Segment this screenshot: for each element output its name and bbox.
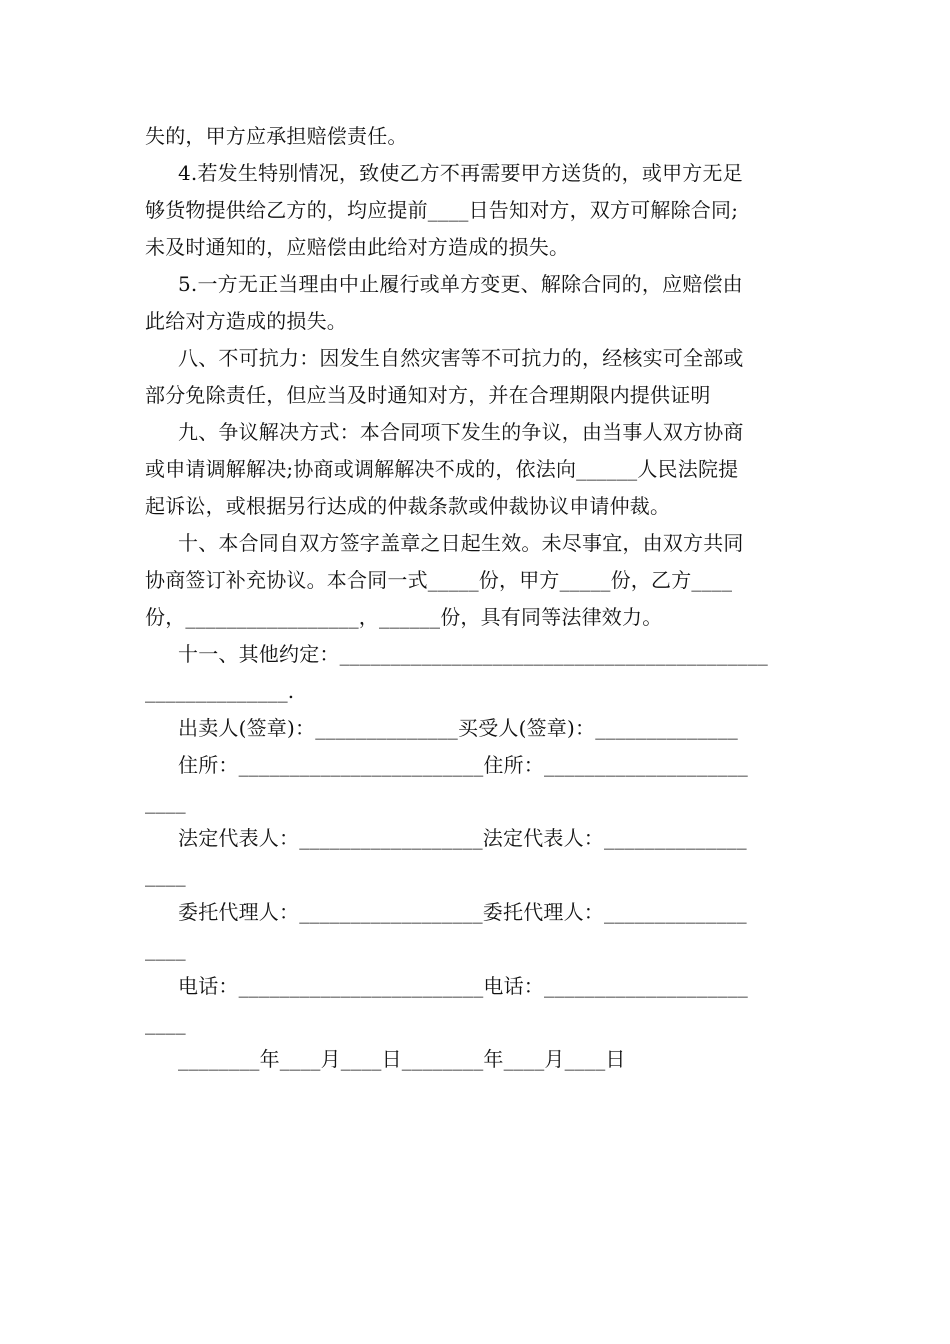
signature-row: 法定代表人：__________________法定代表人：______________ <box>178 826 747 850</box>
text-line: 此给对方造成的损失。 <box>145 309 347 333</box>
text-line: ____ <box>145 790 186 814</box>
signature-row: 出卖人(签章)：______________买受人(签章)：______________ <box>178 716 739 740</box>
date-row: ________年____月____日________年____月____日 <box>178 1047 626 1071</box>
signature-row: 电话：________________________电话：____________________ <box>178 974 748 998</box>
signature-row: 委托代理人：__________________委托代理人：______________ <box>178 900 747 924</box>
text-line: ____ <box>145 863 186 887</box>
text-line: 八、不可抗力：因发生自然灾害等不可抗力的，经核实可全部或 <box>178 346 744 370</box>
text-line: 十、本合同自双方签字盖章之日起生效。未尽事宜，由双方共同 <box>178 531 744 555</box>
text-line: 够货物提供给乙方的，均应提前____日告知对方，双方可解除合同; <box>145 198 739 222</box>
text-line: 协商签订补充协议。本合同一式_____份，甲方_____份，乙方____ <box>145 568 733 592</box>
text-line: 5.一方无正当理由中止履行或单方变更、解除合同的，应赔偿由 <box>178 272 743 296</box>
text-line: ______________. <box>145 679 295 703</box>
text-line: ____ <box>145 1011 186 1035</box>
text-line: ____ <box>145 937 186 961</box>
signature-row: 住所：________________________住所：____________________ <box>178 753 748 777</box>
text-line: 起诉讼，或根据另行达成的仲裁条款或仲裁协议申请仲裁。 <box>145 494 671 518</box>
text-line: 九、争议解决方式：本合同项下发生的争议，由当事人双方协商 <box>178 420 744 444</box>
text-line: 失的，甲方应承担赔偿责任。 <box>145 124 408 148</box>
text-line: 十一、其他约定：__________________________________________ <box>178 642 768 666</box>
text-line: 4.若发生特别情况，致使乙方不再需要甲方送货的，或甲方无足 <box>178 161 743 185</box>
text-line: 或申请调解解决;协商或调解解决不成的，依法向______人民法院提 <box>145 457 739 481</box>
text-line: 份，_________________，______份，具有同等法律效力。 <box>145 605 663 629</box>
text-line: 未及时通知的，应赔偿由此给对方造成的损失。 <box>145 235 570 259</box>
text-line: 部分免除责任，但应当及时通知对方，并在合理期限内提供证明 <box>145 383 711 407</box>
